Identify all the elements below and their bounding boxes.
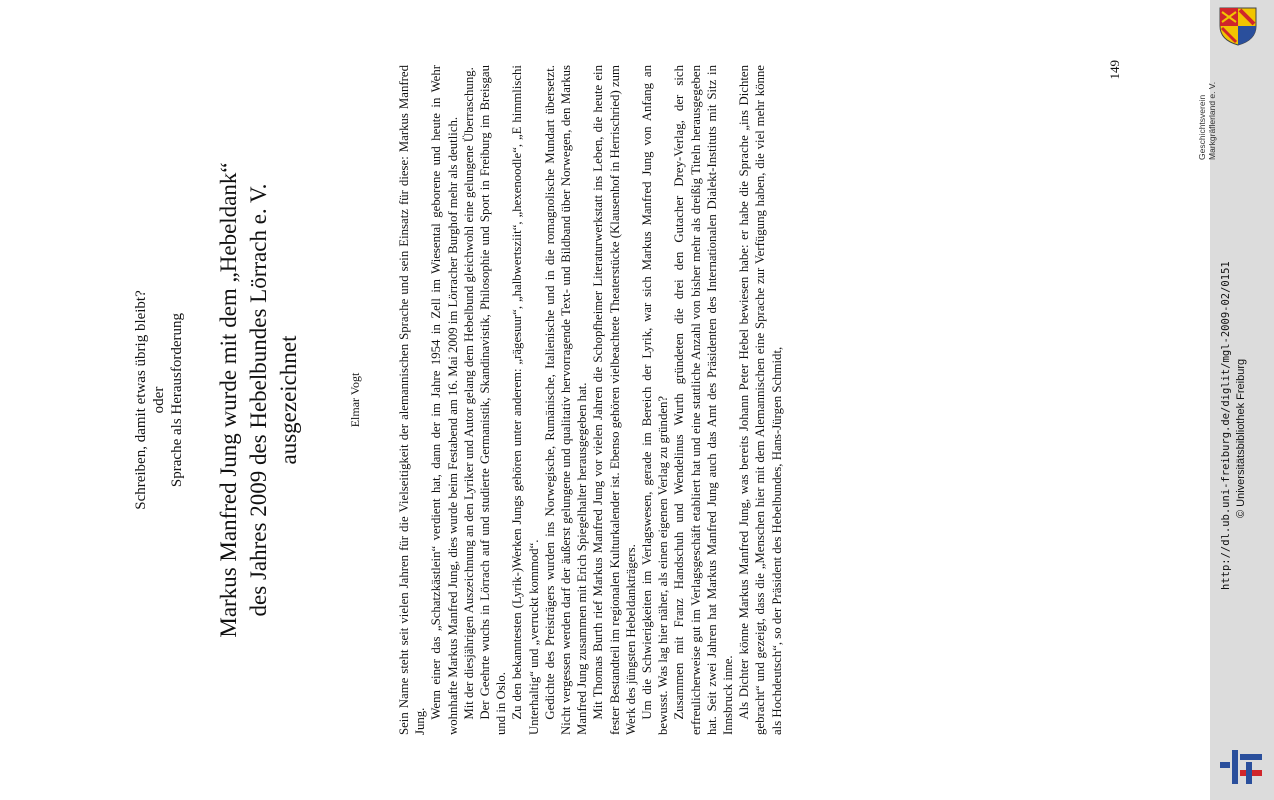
body-paragraph: Mit der diesjährigen Auszeichnung an den Lyriker und Autor gelang dem Hebelbund gleichwohl eine gelungene Überraschung. [461,67,476,720]
title-line-1: Markus Manfred Jung wurde mit dem „Hebeldank“ [216,162,241,638]
body-paragraph: Zusammen mit Franz Handschuh und Wendelinus Wurth gründeten die drei den Gutacher Drey-Verlag, der sich erfreulicherweise gut im Verlagsgeschäft etabliert hat und eine stattliche Anzahl von bisher mehr als dreißig Titeln herausgegeben hat. Seit zwei Jahren hat Markus Manfred Jung auch das Amt des Präsidenten des Internationalen Dialekt-Instituts mit Sitz in Innsbruck inne. [672,65,736,735]
kicker-line-1: Schreiben, damit etwas übrig bleibt? [133,290,149,510]
body-paragraph: Als Dichter könne Markus Manfred Jung, was bereits Johann Peter Hebel bewiesen habe: er habe die Sprache „ins Dichten gebracht“ und gezeigt, dass die „Menschen hier mit dem Alemannischen eine Sprache zur Verfügung haben, die viel mehr könne als Hochdeutsch“, so der Präsident des Hebelbundes, Hans-Jürgen Schmidt, [737,65,784,735]
kicker-line-2: oder [151,386,167,414]
body-paragraph: Sein Name steht seit vielen Jahren für die Vielseitigkeit der alemannischen Sprache und sein Einsatz für diese: Markus Manfred Jung. [397,65,428,735]
viewer-sidebar [1197,0,1274,800]
page-content [122,40,1132,760]
page-number: 149 [1107,60,1122,80]
kicker-line-3: Sprache als Herausforderung [169,312,185,488]
ub-freiburg-logo-icon[interactable] [1218,744,1266,788]
article-title [214,40,304,760]
title-line-2: des Jahres 2009 des Hebelbundes Lörrach e. V. [246,183,271,617]
citation-block [1210,0,1274,800]
body-paragraph: Der Geehrte wuchs in Lörrach auf und studierte Germanistik, Skandinavistik, Philosophie und Sport in Freiburg im Breisgau und in Oslo. [478,65,509,735]
body-paragraph: Gedichte des Preisträgers wurden ins Norwegische, Rumänische, Italienische und in die romagnolische Mundart übersetzt. Nicht vergessen werden darf der äußerst gelungene und qualitativ hervorragende Text- und Bildband über Norwegen, den Markus Manfred Jung zusammen mit Erich Spiegelhalter herausgegeben hat. [542,65,590,735]
body-paragraph: Zu den bekanntesten (Lyrik-)Werken Jungs gehören unter anderem: „rägesuur“, „halbwertsziit“, „hexenoodle“, „E himmlischi Unterhaltig“ und „verruckt kommod“. [510,65,541,735]
article-author: Elmar Vogt [348,372,362,428]
copyright-notice: © Universitätsbibliothek Freiburg [1235,358,1247,518]
society-line-2: Markgräflerland e. V. [1207,81,1217,160]
title-line-3: ausgezeichnet [276,335,301,465]
permalink-url[interactable]: http://dl.ub.uni-freiburg.de/diglit/mgl-2009-02/0151 [1220,261,1232,590]
article-body [396,65,785,735]
society-line-1: Geschichtsverein [1197,94,1207,160]
article-kicker [132,40,186,760]
body-paragraph: Wenn einer das „Schatzkästlein“ verdient hat, dann der im Jahre 1954 in Zell im Wiesental geborene und heute in Wehr wohnhafte Markus Manfred Jung, dies wurde beim Festabend am 16. Mai 2009 im Lörracher Burghof mehr als deutlich. [429,65,460,735]
body-paragraph: Mit Thomas Burth rief Markus Manfred Jung vor vielen Jahren die Schopfheimer Literaturwerkstatt ins Leben, die heute ein fester Bestandteil im regionalen Kulturkalender ist. Ebenso gehören vielbeachtete Theaterstücke (Klausenhof in Herrischried) zum Werk des jüngsten Hebeldankträgers. [591,65,638,735]
body-paragraph: Um die Schwierigkeiten im Verlagswesen, gerade im Bereich der Lyrik, war sich Markus Manfred Jung von Anfang an bewusst. Was lag hier näher, als einen eigenen Verlag zu gründen? [640,65,671,735]
